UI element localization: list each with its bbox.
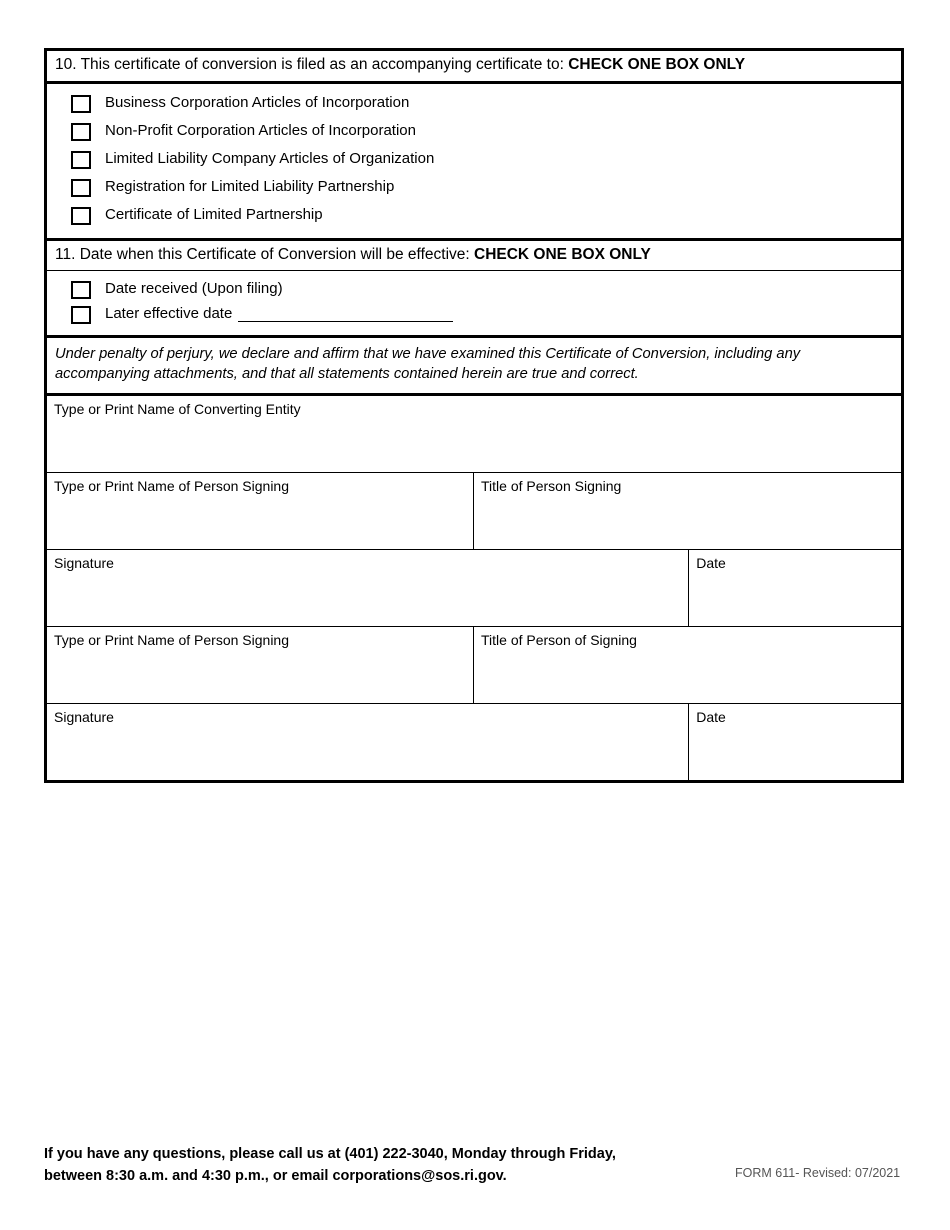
signature-2-label: Signature [54, 708, 114, 725]
signer-2-name-field[interactable] [47, 627, 474, 703]
signer-1-name-label: Type or Print Name of Person Signing [54, 477, 290, 494]
option-limited-partnership[interactable] [55, 202, 893, 230]
date-1-label: Date [696, 554, 726, 571]
option-label: Registration for Limited Liability Partnership [105, 178, 395, 196]
signature-2-field-row [47, 704, 901, 780]
footer-contact-info [44, 1143, 744, 1188]
signer-2-name-label: Type or Print Name of Person Signing [54, 631, 290, 648]
checkbox-date-received[interactable] [71, 281, 91, 299]
converting-entity-field-row [47, 396, 901, 472]
option-business-corporation[interactable] [55, 90, 893, 118]
signature-2-row [47, 704, 901, 780]
signer-1-field-row [47, 473, 901, 549]
option-label: Business Corporation Articles of Incorporation [105, 94, 410, 112]
section-11-header [47, 241, 901, 272]
signature-2-field[interactable] [47, 704, 689, 780]
later-effective-date-input[interactable] [238, 307, 453, 322]
signer-1-title-field[interactable] [474, 473, 901, 549]
date-1-field[interactable] [689, 550, 901, 626]
signer-2-title-label: Title of Person of Signing [481, 631, 637, 648]
option-label: Later effective date [105, 305, 233, 323]
attestation-block [47, 338, 901, 396]
converting-entity-label: Type or Print Name of Converting Entity [54, 400, 301, 417]
converting-entity-row [47, 396, 901, 473]
section-11-options [47, 271, 901, 338]
checkbox-non-profit-corporation[interactable] [71, 123, 91, 141]
signature-1-field[interactable] [47, 550, 689, 626]
option-limited-liability-partnership[interactable] [55, 174, 893, 202]
section-10-header [47, 51, 901, 84]
section-11-title-text: 11. Date when this Certificate of Conversion will be effective: [55, 245, 474, 263]
signature-1-field-row [47, 550, 901, 626]
section-10-title [47, 51, 901, 81]
converting-entity-field[interactable] [47, 396, 901, 472]
option-later-effective-date[interactable] [55, 302, 893, 327]
section-10-check-one-note: CHECK ONE BOX ONLY [568, 56, 746, 73]
section-11-title [47, 241, 901, 271]
checkbox-limited-liability-partnership[interactable] [71, 179, 91, 197]
footer-line-1: If you have any questions, please call us at (401) 222-3040, Monday through Friday, [44, 1146, 616, 1162]
signer-1-row [47, 473, 901, 550]
certificate-form [44, 48, 904, 783]
option-label: Certificate of Limited Partnership [105, 206, 323, 224]
date-2-field[interactable] [689, 704, 901, 780]
checkbox-business-corporation[interactable] [71, 95, 91, 113]
option-label: Non-Profit Corporation Articles of Incorporation [105, 122, 416, 140]
signer-1-name-field[interactable] [47, 473, 474, 549]
checkbox-later-effective-date[interactable] [71, 306, 91, 324]
option-label: Date received (Upon filing) [105, 280, 283, 298]
checkbox-limited-liability-company[interactable] [71, 151, 91, 169]
signer-2-title-field[interactable] [474, 627, 901, 703]
option-label: Limited Liability Company Articles of Organization [105, 150, 435, 168]
section-10-title-text: 10. This certificate of conversion is filed as an accompanying certificate to: [55, 56, 569, 73]
section-11-check-one-note: CHECK ONE BOX ONLY [474, 245, 651, 263]
checkbox-limited-partnership[interactable] [71, 207, 91, 225]
footer-line-2: between 8:30 a.m. and 4:30 p.m., or email corporations@sos.ri.gov. [44, 1168, 507, 1185]
signer-2-field-row [47, 627, 901, 703]
section-10-checkbox-list [47, 84, 901, 238]
section-11-checkbox-list [47, 271, 901, 335]
attestation-text: Under penalty of perjury, we declare and affirm that we have examined this Certificate of Conversion, including any accompanying attachments, and that all statements contained herein are true and correct. [55, 346, 801, 383]
signature-1-row [47, 550, 901, 627]
signature-1-label: Signature [54, 554, 114, 571]
signer-1-title-label: Title of Person Signing [481, 477, 622, 494]
option-date-received[interactable] [55, 277, 893, 302]
option-limited-liability-company[interactable] [55, 146, 893, 174]
form-code: FORM 611- Revised: 07/2021 [735, 1166, 901, 1180]
option-non-profit-corporation[interactable] [55, 118, 893, 146]
signer-2-row [47, 627, 901, 704]
section-10-options [47, 84, 901, 241]
date-2-label: Date [696, 708, 726, 725]
